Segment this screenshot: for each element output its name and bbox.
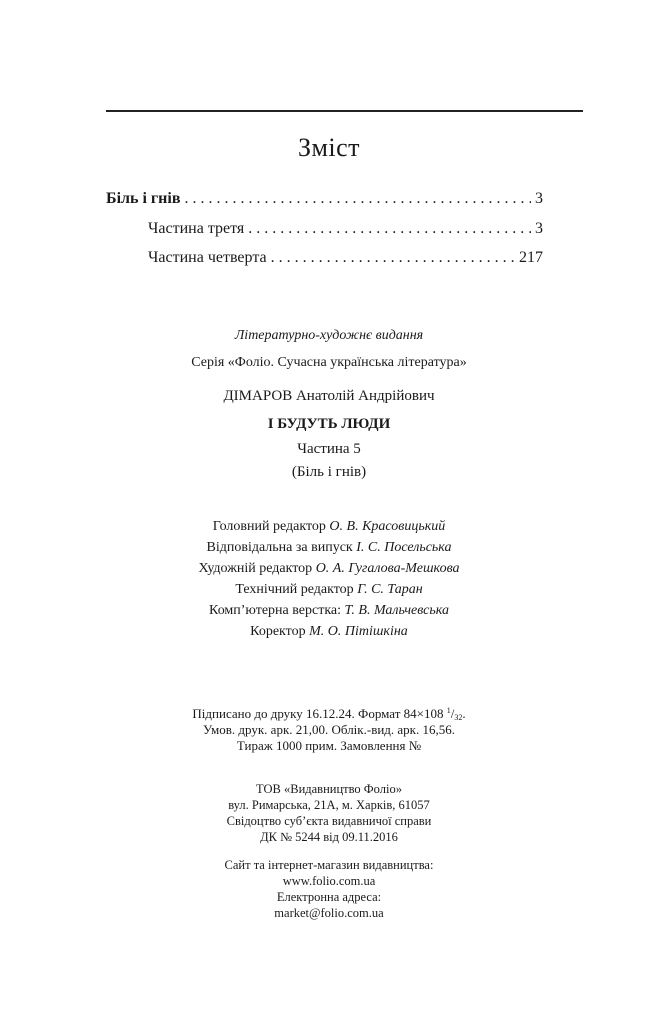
edition-genre: Літературно-художнє видання: [234, 328, 424, 343]
print-sheets: Умов. друк. арк. 21,00. Облік.-вид. арк. 16,56.: [203, 722, 455, 737]
staff-name: О. А. Гугалова-Мешкова: [315, 561, 460, 576]
staff-name: О. В. Красовицький: [329, 519, 446, 534]
contents-heading: Зміст: [297, 133, 361, 162]
print-run: Тираж 1000 прим. Замовлення №: [236, 738, 422, 753]
staff-role: Відповідальна за випуск: [206, 540, 353, 555]
publisher-name: ТОВ «Видавництво Фоліо»: [256, 782, 402, 796]
staff-role: Технічний редактор: [235, 582, 354, 597]
book-part: Частина 5: [297, 441, 361, 457]
toc-leader: [271, 249, 515, 267]
publisher-address: вул. Римарська, 21А, м. Харків, 61057: [228, 798, 430, 812]
staff-name: І. С. Посельська: [356, 540, 452, 555]
toc-entry-page: 3: [535, 190, 543, 207]
publisher-cert-number: ДК № 5244 від 09.11.2016: [260, 830, 398, 844]
staff-role: Комп’ютерна верстка:: [209, 603, 342, 618]
toc-leader: [184, 190, 531, 208]
staff-line: [0, 519, 658, 535]
book-title: І БУДУТЬ ЛЮДИ: [267, 416, 391, 432]
staff-name: М. О. Пітішкіна: [309, 624, 408, 639]
email-label: Електронна адреса:: [276, 890, 382, 904]
toc-entry-label: Частина четверта: [148, 249, 267, 266]
top-rule: [106, 110, 583, 112]
staff-role: Головний редактор: [212, 519, 326, 534]
site-label: Сайт та інтернет-магазин видавництва:: [224, 858, 434, 872]
print-signed-text: Підписано до друку 16.12.24. Формат 84×108: [192, 706, 444, 721]
toc-entry-page: 3: [535, 220, 543, 237]
toc-entry-part-4[interactable]: [148, 249, 543, 267]
staff-line: [0, 603, 658, 619]
staff-role: Коректор: [250, 624, 306, 639]
toc-entry-page: 217: [519, 249, 543, 266]
toc-leader: [248, 220, 531, 238]
book-subtitle: (Біль і гнів): [291, 464, 367, 480]
staff-line: [0, 561, 658, 577]
staff-line: [0, 540, 658, 556]
staff-line: [0, 624, 658, 640]
toc-entry-part-3[interactable]: [148, 220, 543, 238]
toc-entry-label: Біль і гнів: [106, 190, 181, 207]
series-line: Серія «Фоліо. Сучасна українська література»: [191, 355, 467, 370]
staff-role: Художній редактор: [198, 561, 313, 576]
site-link[interactable]: www.folio.com.ua: [282, 874, 376, 888]
print-signed: Підписано до друку 16.12.24. Формат 84×108 $^1/_{32}$.: [192, 706, 466, 722]
format-denominator: 32: [454, 713, 463, 722]
toc-entry-book[interactable]: [106, 190, 543, 208]
publisher-cert: Свідоцтво суб’єкта видавничої справи: [226, 814, 432, 828]
author-name: ДІМАРОВ Анатолій Андрійович: [223, 388, 435, 404]
email-link[interactable]: market@folio.com.ua: [274, 906, 384, 920]
toc-entry-label: Частина третя: [148, 220, 245, 237]
staff-name: Г. С. Таран: [357, 582, 423, 597]
staff-line: [0, 582, 658, 598]
format-numerator: 1: [446, 706, 451, 715]
staff-name: Т. В. Мальчевська: [344, 603, 449, 618]
